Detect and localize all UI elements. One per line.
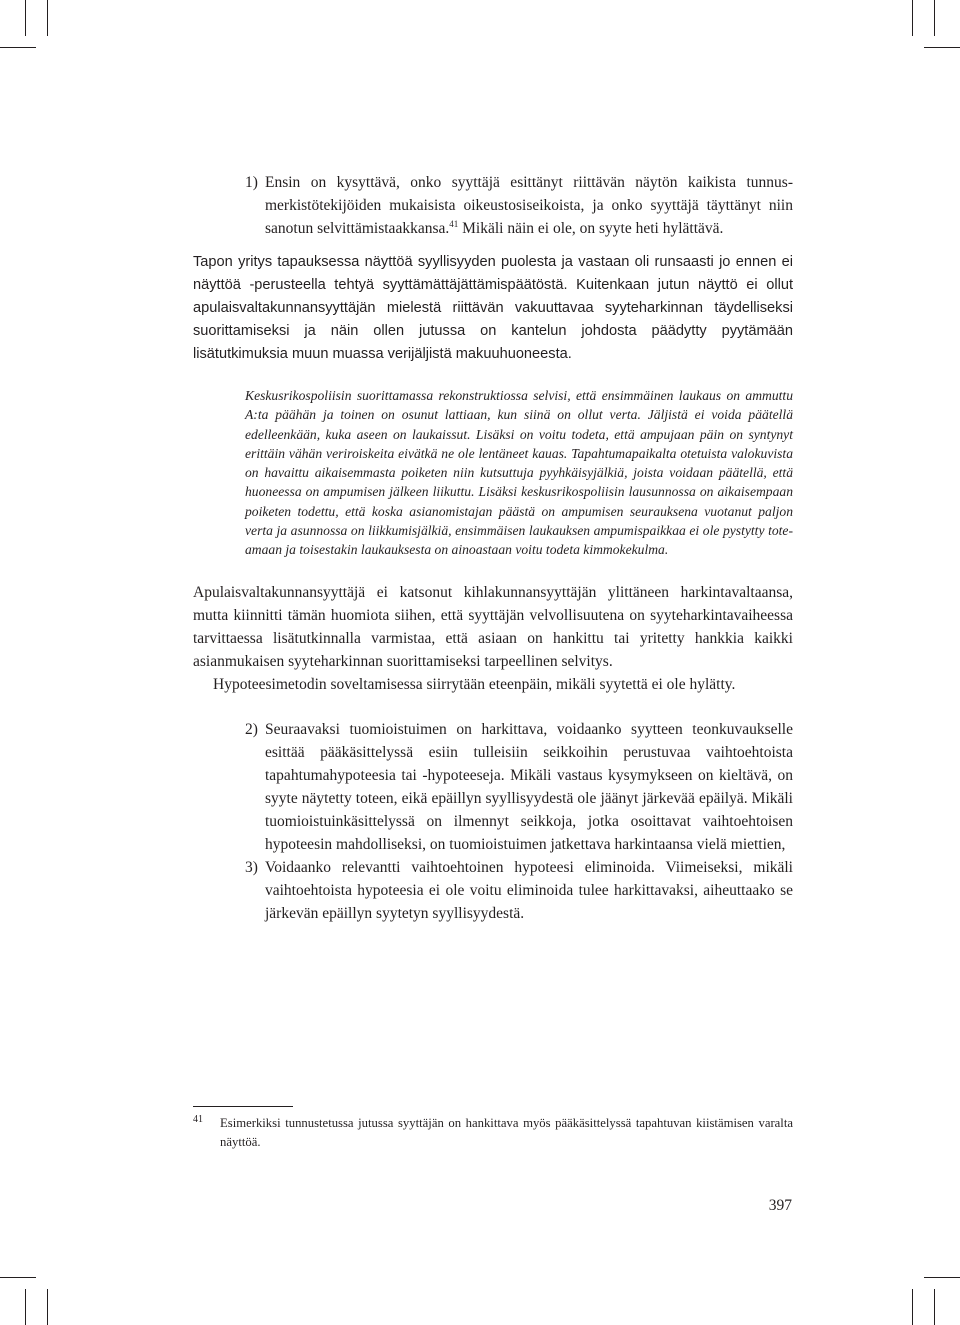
- page-number: 397: [768, 1197, 792, 1214]
- page-body: [193, 171, 793, 925]
- footnote-number: 41: [193, 1114, 203, 1125]
- list-text-part: Mikäli näin ei ole, on syyte heti hylättävä.: [458, 220, 724, 237]
- list-item-2: [245, 718, 793, 856]
- list-item-1: [245, 171, 793, 240]
- list-number: 3): [245, 858, 258, 876]
- crop-mark: [912, 0, 913, 36]
- crop-mark: [25, 1289, 26, 1325]
- crop-mark: [924, 1277, 960, 1278]
- crop-mark: [924, 47, 960, 48]
- list-text: Seuraavaksi tuomioistuimen on harkittava, voidaanko syytteen teonkuvaukselle esittää pääkäsittelyssä esiin tulleisiin seikkoihin perustuvaa vaihtoehtoista tapahtumahypoteesia tai -hypoteeseja. Mikäli vastaus kysymykseen on kieltävä, on syyte näytetty toteen, eikä epäillyn syyllisyydestä ole jäänyt järkevää epäilyä. Mikäli tuomioistuinkäsittelyssä on ilmennyt seikkoja, jotka osoittavat vaihtoehtoisen hypoteesin mahdolliseksi, on tuomioistuimen jatkettava harkintaansa vielä miettien,: [265, 720, 793, 853]
- block-quote: Keskusrikospoliisin suorittamassa rekonstruktiossa selvisi, että ensimmäinen laukaus on ammuttu A:ta päähän ja toinen on osunut lattiaan, kun siinä on ollut verta. Jäljistä ei voida päätellä edelleenkään, kuka aseen on laukaissut. Lisäksi on voitu todeta, että ampujaan päin on syntynyt erittäin vähän veriroiskeita eivätkä ne ole lentäneet kauas. Tapahtumapaikalta otetuista valokuvista on havaittu aikaisemmasta poiketen niin kutsuttuja pyyhkäisyjälkiä, joista voidaan päätellä, että huoneessa on ampumisen jälkeen liikuttu. Lisäksi keskusrikospoliisin lausunnossa on aikaisempaan poiketen todettu, että koska asianomistajan päästä on ampumisen seurauksena vuotanut paljon verta ja asunnossa on liikkumisjälkiä, ensimmäisen laukauksen ampumispaikkaa ei ole pystytty toteamaan ja toisestakin laukauksesta on ainoastaan voitu todeta kimmokekulma.: [245, 388, 793, 558]
- footnote: [193, 1114, 793, 1152]
- footnote-text: Esimerkiksi tunnustetussa jutussa syyttäjän on hankittava myös pääkäsittelyssä tapahtuvan kiistämisen varalta näyttöä.: [220, 1116, 793, 1149]
- crop-mark: [934, 1289, 935, 1325]
- list-text: [265, 171, 793, 240]
- footnote-ref[interactable]: 41: [449, 219, 459, 229]
- body-paragraph: Hypoteesimetodin soveltamisessa siirrytään eteenpäin, mikäli syytettä ei ole hylätty.: [213, 675, 736, 693]
- crop-mark: [47, 1289, 48, 1325]
- numbered-list: [245, 718, 793, 925]
- list-item-3: [245, 856, 793, 925]
- crop-mark: [0, 1277, 36, 1278]
- list-text: Voidaanko relevantti vaihtoehtoinen hypoteesi eliminoida. Viimeiseksi, mikäli vaihtoehtoista hypoteesia ei ole voitu eliminoida tulee harkittavaksi, aiheuttaako se järkevän epäillyn syytetyn syyllisyydestä.: [265, 858, 793, 922]
- crop-mark: [25, 0, 26, 36]
- list-text-part: Ensin on kysyttävä, onko syyttäjä esittänyt riittävän näytön kaikista tunnusmerkistötekijöiden mukaisista oikeustosiseikoista, ja onko syyttäjä täyttänyt niin sanotun selvittämistaakkansa.: [265, 174, 793, 237]
- footnote-rule: [193, 1106, 293, 1107]
- crop-mark: [0, 47, 36, 48]
- crop-mark: [912, 1289, 913, 1325]
- crop-mark: [47, 0, 48, 36]
- crop-mark: [934, 0, 935, 36]
- case-paragraph: Tapon yritys tapauksessa näyttöä syyllisyyden puolesta ja vastaan oli runsaasti jo ennen ei näyttöä -perusteella tehtyä syyttämättäjättämispäätöstä. Kuitenkaan jutun näyttö ei ollut apulaisvaltakunnansyyttäjän mielestä riittävän vakuuttavaa syyteharkinnan täydelliseksi suorittamiseksi ja näin ollen jutussa on kantelun johdosta päädytty pyytämään lisätutkimuksia muun muassa verijäljistä makuuhuoneesta.: [193, 254, 793, 362]
- list-number: 2): [245, 720, 258, 738]
- list-number: 1): [245, 174, 258, 191]
- body-paragraph: Apulaisvaltakunnansyyttäjä ei katsonut kihlakunnansyyttäjän ylittäneen harkintavaltaansa, mutta kiinnitti tämän huomiota siihen, että syyttäjän velvollisuutena on syyteharkintavaiheessa tarvittaessa lisätutkinnalla varmistaa, että asiaan on hankittu tai yritetty hankkia kaikki asianmukaisen syyteharkinnan suorittamiseksi tarpeellinen selvitys.: [193, 583, 793, 670]
